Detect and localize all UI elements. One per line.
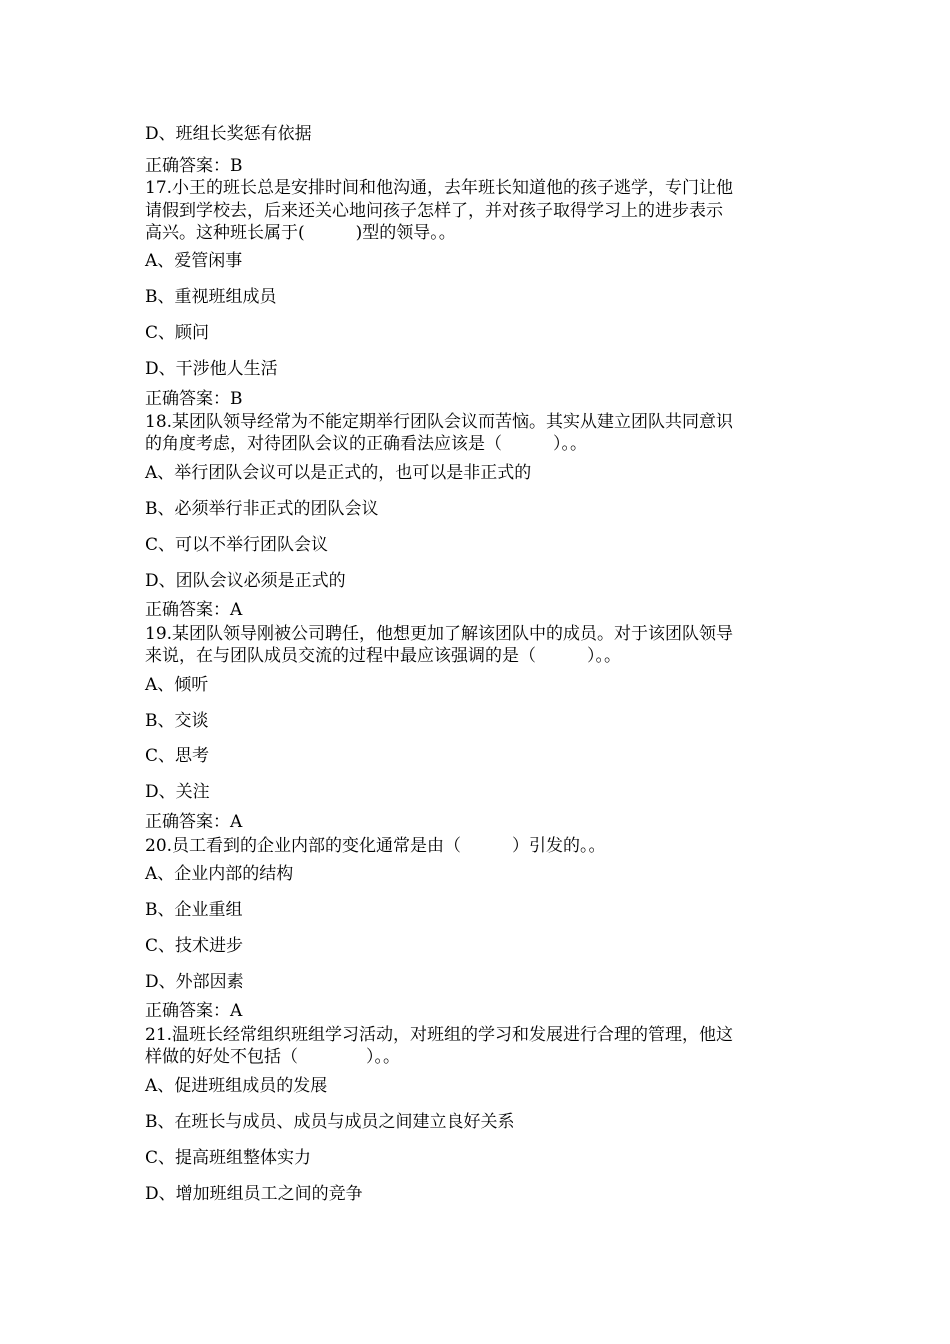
- question-21-option-c: C、提高班组整体实力: [145, 1148, 312, 1168]
- question-17-option-d: D、干涉他人生活: [145, 359, 278, 379]
- question-18-stem-line-1: 18.某团队领导经常为不能定期举行团队会议而苦恼。其实从建立团队共同意识: [145, 412, 734, 432]
- question-19-stem-line-2: 来说，在与团队成员交流的过程中最应该强调的是（ ）。。: [145, 646, 621, 666]
- question-17-stem-line-3: 高兴。这种班长属于( )型的领导。。: [145, 223, 456, 243]
- question-18-stem-line-2: 的角度考虑，对待团队会议的正确看法应该是（ ）。。: [145, 434, 587, 454]
- question-18-option-a: A、举行团队会议可以是正式的，也可以是非正式的: [145, 463, 532, 483]
- answer-line: 正确答案：B: [145, 156, 243, 176]
- question-17-option-b: B、重视班组成员: [145, 287, 277, 307]
- question-17-answer: 正确答案：B: [145, 389, 243, 409]
- question-17-option-c: C、顾问: [145, 323, 210, 343]
- question-20-option-a: A、企业内部的结构: [145, 864, 294, 884]
- question-19-option-a: A、倾听: [145, 675, 209, 695]
- question-19-stem-line-1: 19.某团队领导刚被公司聘任，他想更加了解该团队中的成员。对于该团队领导: [145, 624, 734, 644]
- question-20-option-c: C、技术进步: [145, 936, 244, 956]
- question-19-answer: 正确答案：A: [145, 812, 243, 832]
- question-17-stem-line-1: 17.小王的班长总是安排时间和他沟通，去年班长知道他的孩子逃学，专门让他: [145, 178, 734, 198]
- option-d: D、班组长奖惩有依据: [145, 124, 312, 144]
- question-18-option-b: B、必须举行非正式的团队会议: [145, 499, 379, 519]
- question-18-answer: 正确答案：A: [145, 600, 243, 620]
- question-20-answer: 正确答案：A: [145, 1001, 243, 1021]
- question-21-stem-line-2: 样做的好处不包括（ ）。。: [145, 1047, 400, 1067]
- question-18-option-c: C、可以不举行团队会议: [145, 535, 329, 555]
- question-20-stem-line-1: 20.员工看到的企业内部的变化通常是由（ ）引发的。。: [145, 836, 606, 856]
- question-18-option-d: D、团队会议必须是正式的: [145, 571, 346, 591]
- question-20-option-d: D、外部因素: [145, 972, 244, 992]
- question-17-option-a: A、爱管闲事: [145, 251, 243, 271]
- question-19-option-b: B、交谈: [145, 711, 209, 731]
- question-17-stem-line-2: 请假到学校去，后来还关心地问孩子怎样了，并对孩子取得学习上的进步表示: [145, 201, 723, 221]
- question-19-option-c: C、思考: [145, 746, 210, 766]
- question-20-option-b: B、企业重组: [145, 900, 243, 920]
- question-19-option-d: D、关注: [145, 782, 210, 802]
- question-21-option-a: A、促进班组成员的发展: [145, 1076, 328, 1096]
- question-21-stem-line-1: 21.温班长经常组织班组学习活动，对班组的学习和发展进行合理的管理，他这: [145, 1025, 734, 1045]
- question-21-option-d: D、增加班组员工之间的竞争: [145, 1184, 363, 1204]
- question-21-option-b: B、在班长与成员、成员与成员之间建立良好关系: [145, 1112, 515, 1132]
